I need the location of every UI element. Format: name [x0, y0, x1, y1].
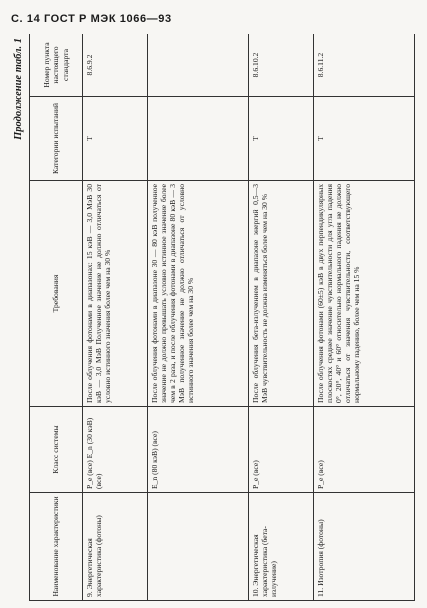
row-class-cell: P_e (все)	[248, 407, 313, 493]
row-requirement-cell: После облучения бета-излучением в диапазоне энергий 0,5—3 МэВ чувствительность не должна изменяться более чем на 30 %	[248, 181, 313, 407]
table-row	[147, 34, 248, 601]
table-row	[313, 34, 414, 601]
row-name-cell: 10. Энергетическая характеристика (бета-излучение)	[248, 493, 313, 601]
col-header-category: Категории испытаний	[30, 97, 83, 181]
col-header-clause: Номер пункта настоящего стандарта	[30, 34, 83, 97]
table-wrapper	[7, 34, 415, 601]
page-header: С. 14 ГОСТ Р МЭК 1066—93	[11, 13, 172, 25]
row-clause-cell: 8.6.9.2	[83, 34, 148, 97]
row-class-cell: P_e (все)	[313, 407, 414, 493]
row-category-cell: Т	[248, 97, 313, 181]
table-row	[248, 34, 313, 601]
table-header-row	[30, 34, 83, 601]
row-clause-cell: 8.6.10.2	[248, 34, 313, 97]
row-category-cell: Т	[313, 97, 414, 181]
row-category-cell: Т	[83, 97, 148, 181]
row-name-cell	[147, 493, 248, 601]
requirements-table	[29, 34, 415, 601]
row-class-cell: E_n (80 кэВ) (все)	[147, 407, 248, 493]
table-row	[83, 34, 148, 601]
row-class-cell: P_e (все) E_n (30 кэВ) (все)	[83, 407, 148, 493]
col-header-class: Класс системы	[30, 407, 83, 493]
continuation-label: Продолжение табл. 1	[12, 38, 24, 140]
row-requirement-cell: После облучения фотонами в диапазонах: 15 кэВ — 3,0 МэВ 30 кэВ — 3,0 МэВ Полученное значение не должно отличаться от условно истинного значения более чем на 30 %	[83, 181, 148, 407]
row-name-cell: 11. Изотропия (фотоны)	[313, 493, 414, 601]
row-category-cell	[147, 97, 248, 181]
col-header-requirements: Требования	[30, 181, 83, 407]
rotated-table-block	[7, 34, 415, 601]
row-clause-cell: 8.6.11.2	[313, 34, 414, 97]
row-clause-cell	[147, 34, 248, 97]
row-requirement-cell: После облучения фотонами (60±5) кэВ в двух перпендикулярных плоскостях среднее значение чувствительности для угла падения 0°, 20°, 40° и 60° относительно нормального падения не должно отличаться от значения чувствительности, соответствующего нормальному падению, более чем на 15 %	[313, 181, 414, 407]
row-requirement-cell: После облучения фотонами в диапазоне 30 — 80 кэВ полученное значение не должно превышать условно истинное значение более чем в 2 раза, и после облучения фотонами в диапазоне 80 кэВ — 3 МэВ полученное значение не должно отличаться от условно истинного значения более чем на 30 %	[147, 181, 248, 407]
row-name-cell: 9. Энергетическая характеристика (фотоны)	[83, 493, 148, 601]
col-header-name: Наименование характеристики	[30, 493, 83, 601]
